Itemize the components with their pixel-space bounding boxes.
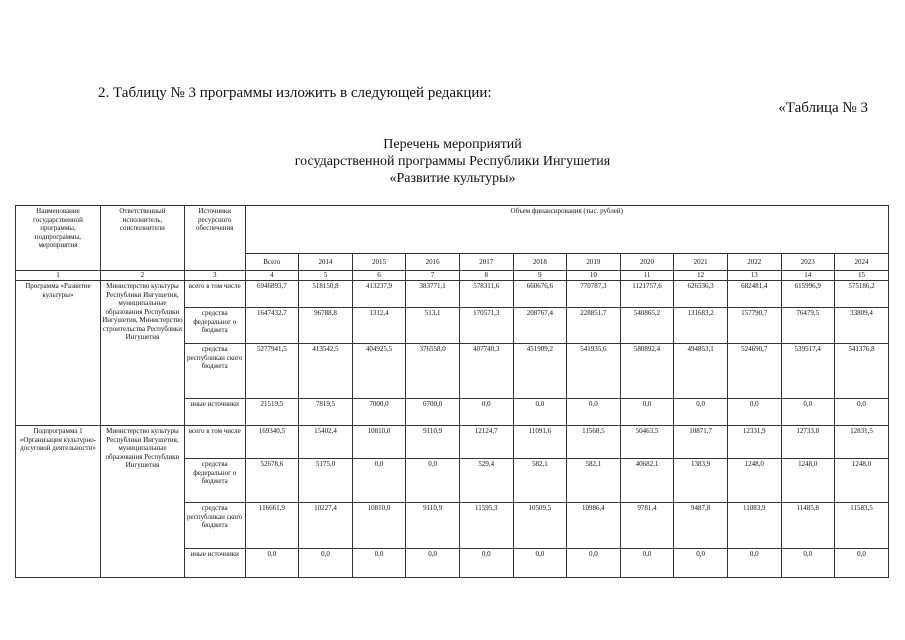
year-header: 2023 [781,254,835,271]
amount-cell: 0,0 [406,549,460,578]
amount-cell: 0,0 [406,459,460,503]
amount-cell: 10810,0 [352,503,406,549]
funding-source-cell: средства федеральног о бюджета [184,308,245,344]
amount-cell: 0,0 [674,399,728,426]
amount-cell: 169340,5 [245,426,299,459]
header-row [16,206,889,254]
column-index: 7 [406,271,460,281]
amount-cell: 0,0 [727,549,781,578]
amount-cell: 76479,5 [781,308,835,344]
amount-cell: 0,0 [513,399,567,426]
column-index: 5 [299,271,353,281]
amount-cell: 529,4 [459,459,513,503]
program-name-cell: Программа «Развитие культуры» [16,281,101,426]
year-header: 2015 [352,254,406,271]
amount-cell: 9781,4 [620,503,674,549]
funding-source-cell: средства республикан ского бюджета [184,344,245,399]
amount-cell: 0,0 [620,399,674,426]
amount-cell: 96788,8 [299,308,353,344]
amount-cell: 0,0 [567,549,621,578]
amount-cell: 5175,0 [299,459,353,503]
amount-cell: 1383,9 [674,459,728,503]
amount-cell: 376558,0 [406,344,460,399]
amount-cell: 540865,2 [620,308,674,344]
col-header-executor: Ответственный исполнитель, соисполнители [100,206,184,271]
amount-cell: 12733,8 [781,426,835,459]
amount-cell: 9487,8 [674,503,728,549]
amount-cell: 0,0 [674,549,728,578]
amount-cell: 9110,9 [406,503,460,549]
amount-cell: 5277941,5 [245,344,299,399]
heading-line-3: «Развитие культуры» [389,171,516,186]
column-index: 3 [184,271,245,281]
amount-cell: 12831,5 [835,426,889,459]
amount-cell: 131683,2 [674,308,728,344]
amount-cell: 10986,4 [567,503,621,549]
amount-cell: 494853,1 [674,344,728,399]
amount-cell: 518150,8 [299,281,353,308]
funding-source-cell: иные источники [184,549,245,578]
amount-cell: 9110,9 [406,426,460,459]
column-index: 15 [835,271,889,281]
year-header: 2014 [299,254,353,271]
column-index: 4 [245,271,299,281]
column-index: 2 [100,271,184,281]
amount-cell: 1312,4 [352,308,406,344]
amount-cell: 0,0 [567,399,621,426]
amount-cell: 11485,8 [781,503,835,549]
amount-cell: 0,0 [835,549,889,578]
amount-cell: 524690,7 [727,344,781,399]
amount-cell: 1121757,6 [620,281,674,308]
amount-cell: 0,0 [352,549,406,578]
column-index: 14 [781,271,835,281]
column-index-row [16,271,889,281]
amount-cell: 0,0 [781,399,835,426]
amount-cell: 50463,5 [620,426,674,459]
year-header: 2024 [835,254,889,271]
amount-cell: 170571,3 [459,308,513,344]
amount-cell: 1647432,7 [245,308,299,344]
amount-cell: 626536,3 [674,281,728,308]
amount-cell: 52678,6 [245,459,299,503]
amount-cell: 208767,4 [513,308,567,344]
table-row [16,281,889,308]
amount-cell: 0,0 [727,399,781,426]
year-header: 2018 [513,254,567,271]
funding-source-cell: всего в том числе [184,281,245,308]
amount-cell: 228851,7 [567,308,621,344]
year-header: 2019 [567,254,621,271]
column-index: 9 [513,271,567,281]
amount-cell: 0,0 [459,399,513,426]
heading-line-1: Перечень мероприятий [383,137,522,152]
amount-cell: 11595,3 [459,503,513,549]
amount-cell: 1248,0 [781,459,835,503]
amount-cell: 10227,4 [299,503,353,549]
amount-cell: 11583,5 [835,503,889,549]
amount-cell: 10810,0 [352,426,406,459]
amount-cell: 580892,4 [620,344,674,399]
amount-cell: 11091,6 [513,426,567,459]
col-header-source: Источники ресурсного обеспечения [184,206,245,271]
amount-cell: 383771,1 [406,281,460,308]
column-index: 1 [16,271,101,281]
amount-cell: 770787,3 [567,281,621,308]
amount-cell: 40682,1 [620,459,674,503]
amount-cell: 10509,5 [513,503,567,549]
amount-cell: 116661,9 [245,503,299,549]
amount-cell: 7819,5 [299,399,353,426]
amount-cell: 582,1 [567,459,621,503]
column-index: 13 [727,271,781,281]
col-header-funding: Объем финансирования (тыс. рублей) [245,206,888,254]
funding-source-cell: иные источники [184,399,245,426]
amount-cell: 0,0 [620,549,674,578]
amount-cell: 157790,7 [727,308,781,344]
financing-table [15,205,889,578]
year-header: 2016 [406,254,460,271]
amount-cell: 11083,9 [727,503,781,549]
amount-cell: 1248,0 [835,459,889,503]
amount-cell: 682481,4 [727,281,781,308]
amount-cell: 10871,7 [674,426,728,459]
amount-cell: 0,0 [245,549,299,578]
subprogram-executor-cell: Министерство культуры Республики Ингушетия, муниципальные образования Республики Ингушетия [100,426,184,578]
amount-cell: 12331,9 [727,426,781,459]
heading-line-2: государственной программы Республики Ингушетия [294,154,611,169]
column-index: 6 [352,271,406,281]
amount-cell: 0,0 [835,399,889,426]
program-executor-cell: Министерство культуры Республики Ингушетия, муниципальные образования Республики Ингушетия, Министерство строительства Республики Ингушетия [100,281,184,426]
amount-cell: 6700,0 [406,399,460,426]
amount-cell: 615996,9 [781,281,835,308]
column-index: 8 [459,271,513,281]
year-header: Всего [245,254,299,271]
intro-text: 2. Таблицу № 3 программы изложить в следующей редакции: [98,85,492,101]
amount-cell: 578311,6 [459,281,513,308]
amount-cell: 413542,5 [299,344,353,399]
amount-cell: 0,0 [352,459,406,503]
table-row [16,426,889,459]
amount-cell: 513,1 [406,308,460,344]
year-header: 2022 [727,254,781,271]
amount-cell: 0,0 [299,549,353,578]
amount-cell: 7000,0 [352,399,406,426]
amount-cell: 0,0 [513,549,567,578]
amount-cell: 660676,6 [513,281,567,308]
amount-cell: 6946893,7 [245,281,299,308]
amount-cell: 541376,8 [835,344,889,399]
amount-cell: 539517,4 [781,344,835,399]
column-index: 12 [674,271,728,281]
amount-cell: 413237,9 [352,281,406,308]
subprogram-name-cell: Подпрограмма 1 «Организация культурно-досуговой деятельности» [16,426,101,578]
amount-cell: 541935,6 [567,344,621,399]
year-header: 2021 [674,254,728,271]
funding-source-cell: средства федеральног о бюджета [184,459,245,503]
amount-cell: 11568,5 [567,426,621,459]
amount-cell: 33809,4 [835,308,889,344]
amount-cell: 1248,0 [727,459,781,503]
amount-cell: 451909,2 [513,344,567,399]
amount-cell: 0,0 [781,549,835,578]
funding-source-cell: средства республикан ского бюджета [184,503,245,549]
amount-cell: 575186,2 [835,281,889,308]
amount-cell: 15402,4 [299,426,353,459]
funding-source-cell: всего в том числе [184,426,245,459]
year-header: 2017 [459,254,513,271]
amount-cell: 0,0 [459,549,513,578]
amount-cell: 404925,5 [352,344,406,399]
year-header: 2020 [620,254,674,271]
table-number-label: «Таблица № 3 [778,100,868,116]
col-header-name: Наименование государственной программы, подпрограммы, мероприятия [16,206,101,271]
column-index: 10 [567,271,621,281]
amount-cell: 582,1 [513,459,567,503]
amount-cell: 21519,5 [245,399,299,426]
document-heading [0,136,905,187]
amount-cell: 12124,7 [459,426,513,459]
amount-cell: 407740,3 [459,344,513,399]
column-index: 11 [620,271,674,281]
